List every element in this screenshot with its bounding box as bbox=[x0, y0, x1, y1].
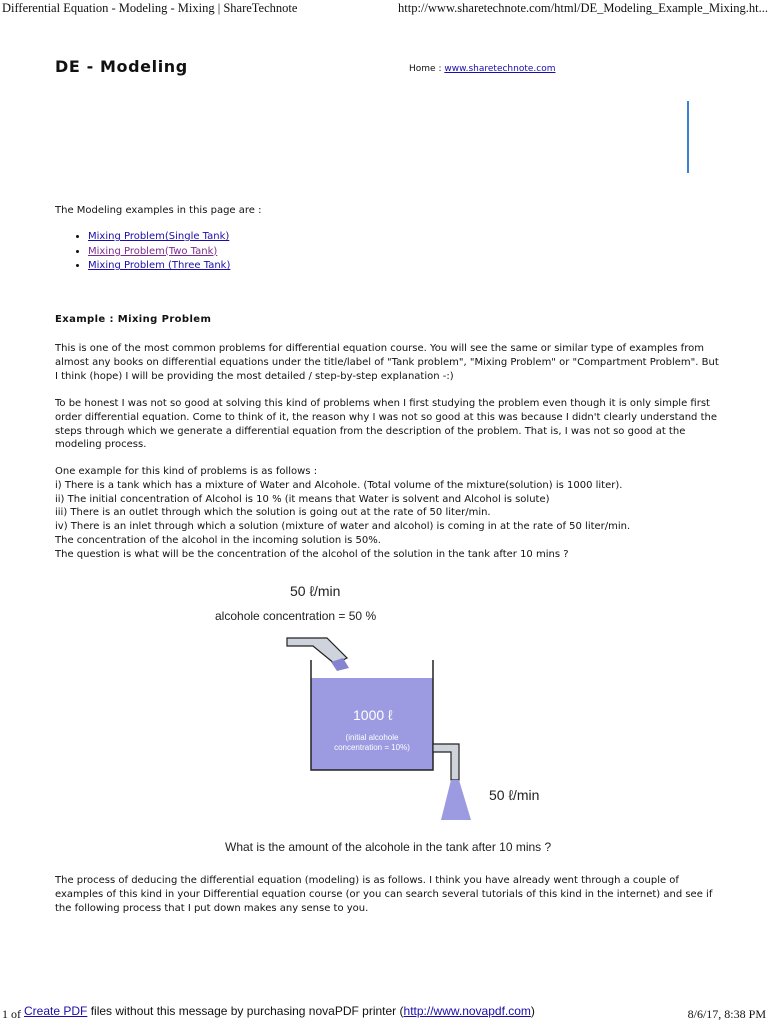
tank-volume-label: 1000 ℓ bbox=[353, 707, 393, 723]
promo-close: ) bbox=[530, 1004, 535, 1018]
page-title: DE - Modeling bbox=[55, 57, 188, 76]
list-item bbox=[88, 230, 230, 245]
home-label: Home : bbox=[409, 64, 445, 74]
print-header-url: http://www.sharetechnote.com/html/DE_Modeling_Example_Mixing.ht... bbox=[398, 1, 768, 15]
paragraph-intro: This is one of the most common problems for differential equation course. You will see the same or similar type of examples from almost any books on differential equations under the title/label of "Tank problem", "Mixing Problem" or "Compartment Problem". But I think (hope) I will be providing the most detailed / step-by-step explanation -:) bbox=[55, 343, 719, 382]
link-three-tank[interactable]: Mixing Problem (Three Tank) bbox=[88, 260, 231, 271]
novapdf-link[interactable]: http://www.novapdf.com bbox=[403, 1004, 531, 1018]
paragraph-problem bbox=[55, 465, 720, 562]
paragraph-process: The process of deducing the differential equation (modeling) is as follows. I think you have already went through a couple of examples of this kind in your Differential equation course (or you can search several tutorials of this kind in the internet) and see if the following process that I put down makes any sense to you. bbox=[55, 875, 713, 914]
paragraph-honest: To be honest I was not so good at solving this kind of problems when I first studying the problem even though it is only simple first order differential equation. Come to think of it, the reason why I was not so good at this was because I didn't clearly understand the steps through which we generate a differential equation from the description of the problem. That is, I was not so good at the modeling process. bbox=[55, 398, 717, 451]
promo-body: files without this message by purchasing novaPDF printer ( bbox=[87, 1004, 404, 1018]
mixing-tank-diagram bbox=[195, 572, 575, 862]
home-line bbox=[409, 64, 556, 74]
problem-line: iv) There is an inlet through which a solution (mixture of water and alcohol) is coming in at the rate of 50 liter/min. bbox=[55, 521, 631, 533]
outflow-rate-label: 50 ℓ/min bbox=[489, 787, 540, 803]
link-two-tank[interactable]: Mixing Problem(Two Tank) bbox=[88, 245, 218, 257]
problem-line: i) There is a tank which has a mixture of Water and Alcohole. (Total volume of the mixture(solution) is 1000 liter). bbox=[55, 479, 623, 491]
problem-line: ii) The initial concentration of Alcohol is 10 % (it means that Water is solvent and Alcohol is solute) bbox=[55, 493, 550, 505]
intro-text: The Modeling examples in this page are : bbox=[55, 205, 262, 216]
link-single-tank[interactable]: Mixing Problem(Single Tank) bbox=[88, 231, 230, 242]
create-pdf-link[interactable]: Create PDF bbox=[24, 1004, 88, 1018]
inflow-concentration-label: alcohole concentration = 50 % bbox=[215, 609, 377, 623]
outlet-pipe bbox=[433, 744, 459, 780]
print-timestamp: 8/6/17, 8:38 PM bbox=[687, 1007, 766, 1021]
example-links-list bbox=[75, 230, 230, 274]
inflow-rate-label: 50 ℓ/min bbox=[290, 583, 341, 599]
tank-note-line2: concentration = 10%) bbox=[334, 743, 410, 752]
list-item bbox=[88, 245, 230, 260]
promo-text bbox=[24, 1004, 535, 1018]
problem-line: The concentration of the alcohol in the incoming solution is 50%. bbox=[55, 534, 381, 546]
print-header bbox=[0, 0, 768, 20]
page-counter: 1 of bbox=[2, 1007, 21, 1021]
problem-line: The question is what will be the concentration of the alcohol of the solution in the tank after 10 mins ? bbox=[55, 548, 569, 560]
print-footer bbox=[0, 1004, 768, 1024]
problem-line: iii) There is an outlet through which the solution is going out at the rate of 50 liter/min. bbox=[55, 507, 491, 519]
print-header-title: Differential Equation - Modeling - Mixing | ShareTechnote bbox=[2, 1, 298, 15]
home-link[interactable]: www.sharetechnote.com bbox=[444, 64, 556, 74]
outlet-stream bbox=[441, 780, 471, 820]
diagram-question: What is the amount of the alcohole in the tank after 10 mins ? bbox=[225, 840, 552, 854]
problem-line: One example for this kind of problems is as follows : bbox=[55, 466, 318, 477]
list-item bbox=[88, 259, 230, 274]
example-heading: Example : Mixing Problem bbox=[55, 314, 212, 325]
tank-note-line1: (initial alcohole bbox=[345, 733, 399, 742]
tank-fluid bbox=[311, 678, 433, 770]
sidebar-divider bbox=[687, 101, 689, 173]
